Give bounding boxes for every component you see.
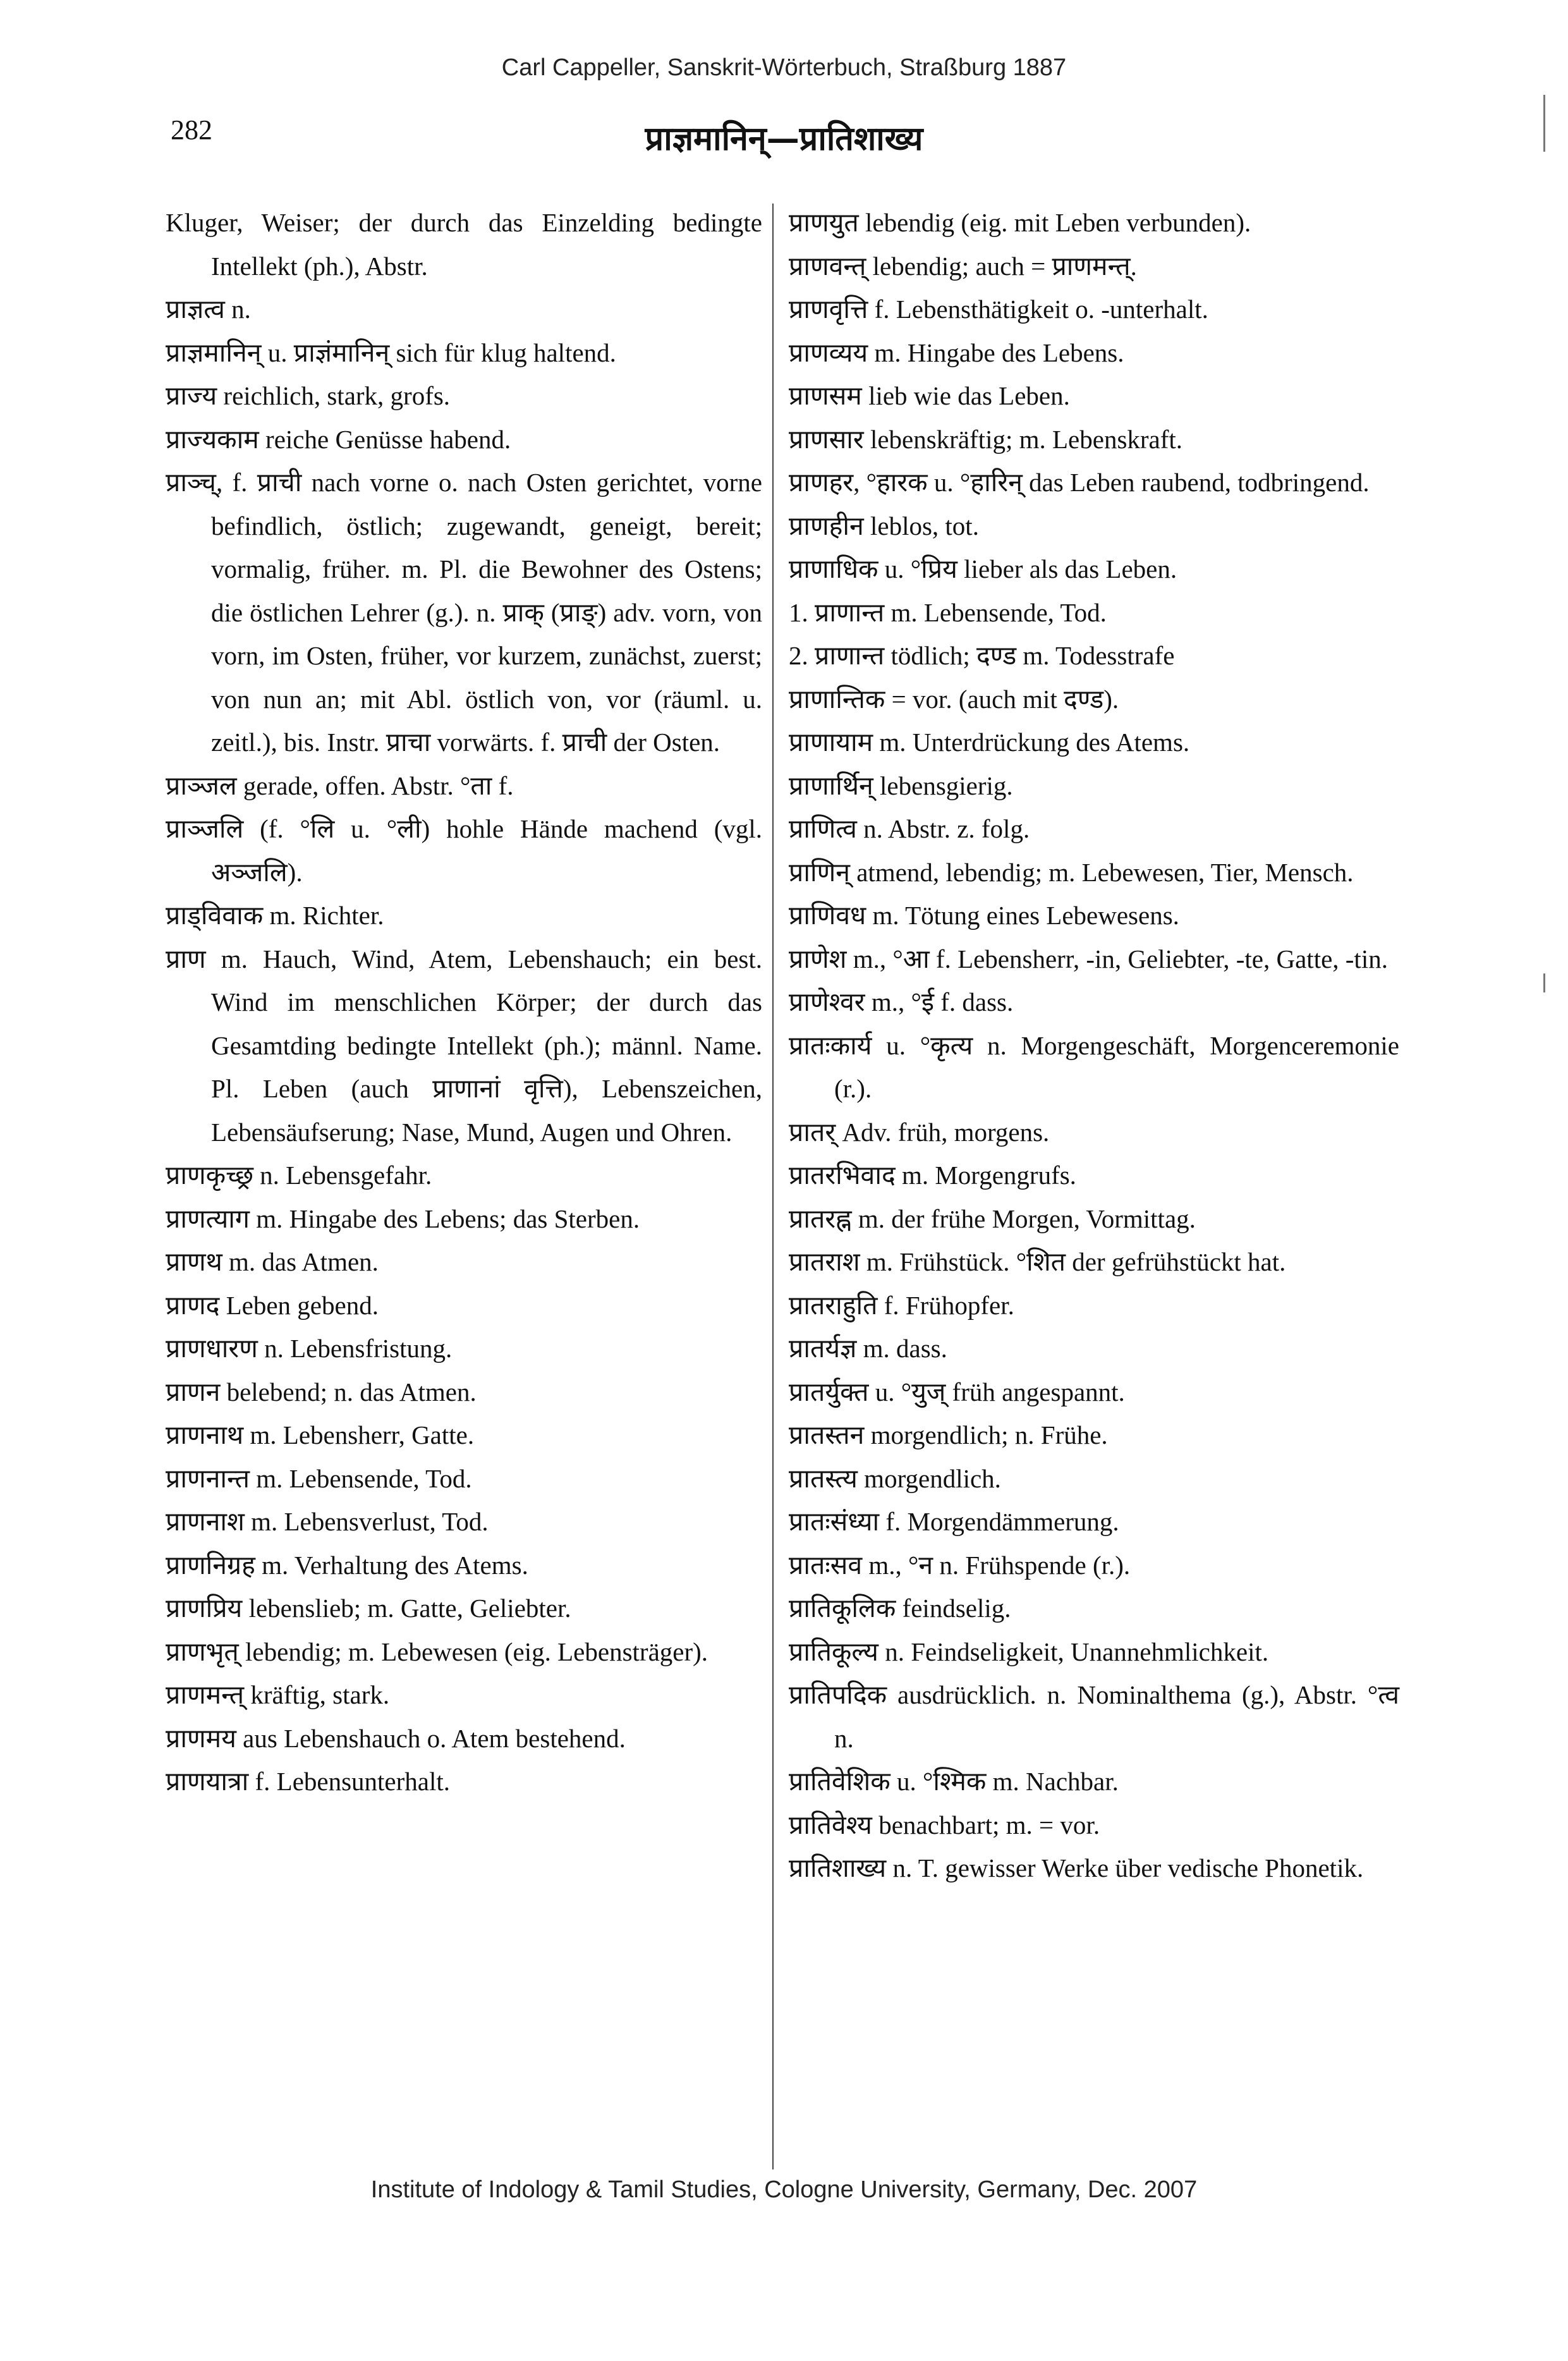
dictionary-entry: प्राणयुत lebendig (eig. mit Leben verbunden). — [789, 208, 1251, 237]
dictionary-entry: प्रातिपदिक ausdrücklich. n. Nominalthema (g.), Abstr. °त्व n. — [789, 1680, 1399, 1753]
dictionary-entry: 1. प्राणान्त m. Lebensende, Tod. — [789, 597, 1107, 627]
right-column — [789, 201, 1399, 1890]
dictionary-entry: प्राणधारण n. Lebensfristung. — [166, 1334, 453, 1363]
dictionary-entry: प्राणान्तिक = vor. (auch mit दण्ड). — [789, 684, 1119, 714]
dictionary-entry: प्राणहर, °हारक u. °हारिन् das Leben raubend, todbringend. — [789, 468, 1370, 497]
scan-edge-mark — [1543, 95, 1545, 152]
dictionary-entry: प्राज्य reichlich, stark, grofs. — [166, 381, 451, 410]
dictionary-entry: प्राड्विवाक m. Richter. — [166, 901, 384, 930]
dictionary-entry: प्राणेश्वर m., °ई f. dass. — [789, 987, 1014, 1016]
dictionary-entry: प्राणेश m., °आ f. Lebensherr, -in, Geliebter, -te, Gatte, -tin. — [789, 944, 1388, 973]
dictionary-entry: प्राणमन्त् kräftig, stark. — [166, 1680, 390, 1709]
dictionary-entry: प्रातःकार्य u. °कृत्य n. Morgengeschäft, Morgenceremonie (r.). — [789, 1030, 1399, 1103]
dictionary-entry: प्राणमय aus Lebenshauch o. Atem bestehend. — [166, 1723, 626, 1753]
dictionary-entry: Kluger, Weiser; der durch das Einzelding bedingte Intellekt (ph.), Abstr. — [166, 208, 762, 281]
dictionary-entry: प्रातिशाख्य n. T. gewisser Werke über vedische Phonetik. — [789, 1853, 1364, 1882]
dictionary-entry: प्राणनान्त m. Lebensende, Tod. — [166, 1463, 472, 1493]
dictionary-entry: प्राणयात्रा f. Lebensunterhalt. — [166, 1767, 451, 1796]
dictionary-entry: प्राञ्जलि (f. °लि u. °ली) hohle Hände machend (vgl. अञ्जलि). — [166, 814, 762, 887]
dictionary-entry: प्राणहीन leblos, tot. — [789, 511, 979, 540]
dictionary-entry: प्राणकृच्छ्र n. Lebensgefahr. — [166, 1161, 432, 1190]
dictionary-entry: प्रातस्त्य morgendlich. — [789, 1463, 1001, 1493]
dictionary-entry: प्राणसम lieb wie das Leben. — [789, 381, 1070, 410]
dictionary-entry: प्राणप्रिय lebenslieb; m. Gatte, Geliebter. — [166, 1594, 571, 1623]
dictionary-entry: प्रातिवेशिक u. °श्मिक m. Nachbar. — [789, 1767, 1119, 1796]
dictionary-entry: प्राज्ञमानिन् u. प्राज्ञंमानिन् sich für klug haltend. — [166, 338, 616, 367]
dictionary-entry: प्रातरभिवाद m. Morgengrufs. — [789, 1161, 1076, 1190]
dictionary-entry: प्राणायाम m. Unterdrückung des Atems. — [789, 728, 1190, 757]
dictionary-entry: प्रातर्यज्ञ m. dass. — [789, 1334, 947, 1363]
dictionary-entry: प्राणसार lebenskräftig; m. Lebenskraft. — [789, 424, 1183, 454]
dictionary-entry: प्राणाधिक u. °प्रिय lieber als das Leben. — [789, 554, 1177, 583]
dictionary-entry: प्रातिवेश्य benachbart; m. = vor. — [789, 1810, 1100, 1839]
dictionary-entry: प्राणन belebend; n. das Atmen. — [166, 1377, 477, 1406]
dictionary-entry: प्राणनाथ m. Lebensherr, Gatte. — [166, 1420, 475, 1449]
dictionary-entry: प्राण m. Hauch, Wind, Atem, Lebenshauch; ein best. Wind im menschlichen Körper; der durch das Gesamtding bedingte Intellekt (ph.); männl. Name. Pl. Leben (auch प्राणानां वृत्ति), Lebenszeichen, Lebensäufserung; Nase, Mund, Augen und Ohren. — [166, 944, 762, 1147]
dictionary-entry: प्राणार्थिन् lebensgierig. — [789, 771, 1013, 800]
dictionary-entry: प्राणनाश m. Lebensverlust, Tod. — [166, 1507, 489, 1536]
dictionary-entry: प्रातरह्न m. der frühe Morgen, Vormittag. — [789, 1204, 1196, 1233]
dictionary-entry: प्रातिकूलिक feindselig. — [789, 1594, 1011, 1623]
column-divider — [772, 204, 774, 2169]
dictionary-entry: प्राज्ञत्व n. — [166, 295, 251, 324]
dictionary-entry: प्रातराहुति f. Frühopfer. — [789, 1290, 1014, 1320]
left-column — [166, 201, 762, 1803]
dictionary-entry: प्राञ्च्, f. प्राची nach vorne o. nach Osten gerichtet, vorne befindlich, östlich; zugewandt, geneigt, bereit; vormalig, früher. m. Pl. die Bewohner des Ostens; die östlichen Lehrer (g.). n. प्राक् (प्राङ्) adv. vorn, von vorn, im Osten, früher, vor kurzem, zunächst, zuerst; von nun an; mit Abl. östlich von, vor (räuml. u. zeitl.), bis. Instr. प्राचा vorwärts. f. प्राची der Osten. — [166, 468, 762, 757]
dictionary-entry: प्राणद Leben gebend. — [166, 1290, 379, 1320]
dictionary-entry: प्रातर् Adv. früh, morgens. — [789, 1117, 1050, 1147]
dictionary-entry: प्राणनिग्रह m. Verhaltung des Atems. — [166, 1550, 528, 1580]
dictionary-entry: प्राणिवध m. Tötung eines Lebewesens. — [789, 901, 1179, 930]
dictionary-entry: प्रातर्युक्त u. °युज् früh angespannt. — [789, 1377, 1125, 1406]
dictionary-entry: प्राणभृत् lebendig; m. Lebewesen (eig. Lebensträger). — [166, 1637, 708, 1666]
dictionary-entry: प्रातराश m. Frühstück. °शित der gefrühstückt hat. — [789, 1247, 1286, 1276]
dictionary-entry: 2. प्राणान्त tödlich; दण्ड m. Todesstrafe — [789, 641, 1175, 670]
dictionary-entry: प्राणथ m. das Atmen. — [166, 1247, 379, 1276]
scan-credit-header: Carl Cappeller, Sanskrit-Wörterbuch, Straßburg 1887 — [501, 54, 1067, 81]
dictionary-entry: प्राज्यकाम reiche Genüsse habend. — [166, 424, 511, 454]
dictionary-entry: प्राञ्जल gerade, offen. Abstr. °ता f. — [166, 771, 514, 800]
dictionary-entry: प्रातःसव m., °न n. Frühspende (r.). — [789, 1550, 1131, 1580]
dictionary-entry: प्राणित्व n. Abstr. z. folg. — [789, 814, 1030, 843]
dictionary-entry: प्राणिन् atmend, lebendig; m. Lebewesen, Tier, Mensch. — [789, 857, 1354, 887]
page-number: 282 — [171, 114, 212, 145]
dictionary-entry: प्रातस्तन morgendlich; n. Frühe. — [789, 1420, 1108, 1449]
scan-credit-footer: Institute of Indology & Tamil Studies, Cologne University, Germany, Dec. 2007 — [370, 2176, 1198, 2203]
scan-edge-mark — [1543, 973, 1545, 992]
dictionary-entry: प्राणवन्त् lebendig; auch = प्राणमन्त्. — [789, 251, 1137, 281]
dictionary-entry: प्राणत्याग m. Hingabe des Lebens; das Sterben. — [166, 1204, 640, 1233]
dictionary-entry: प्राणव्यय m. Hingabe des Lebens. — [789, 338, 1124, 367]
dictionary-entry: प्रातःसंध्या f. Morgendämmerung. — [789, 1507, 1119, 1536]
running-head: प्राज्ञमानिन्—प्रातिशाख्य — [645, 120, 923, 158]
dictionary-entry: प्रातिकूल्य n. Feindseligkeit, Unannehmlichkeit. — [789, 1637, 1269, 1666]
dictionary-entry: प्राणवृत्ति f. Lebensthätigkeit o. -unterhalt. — [789, 295, 1208, 324]
